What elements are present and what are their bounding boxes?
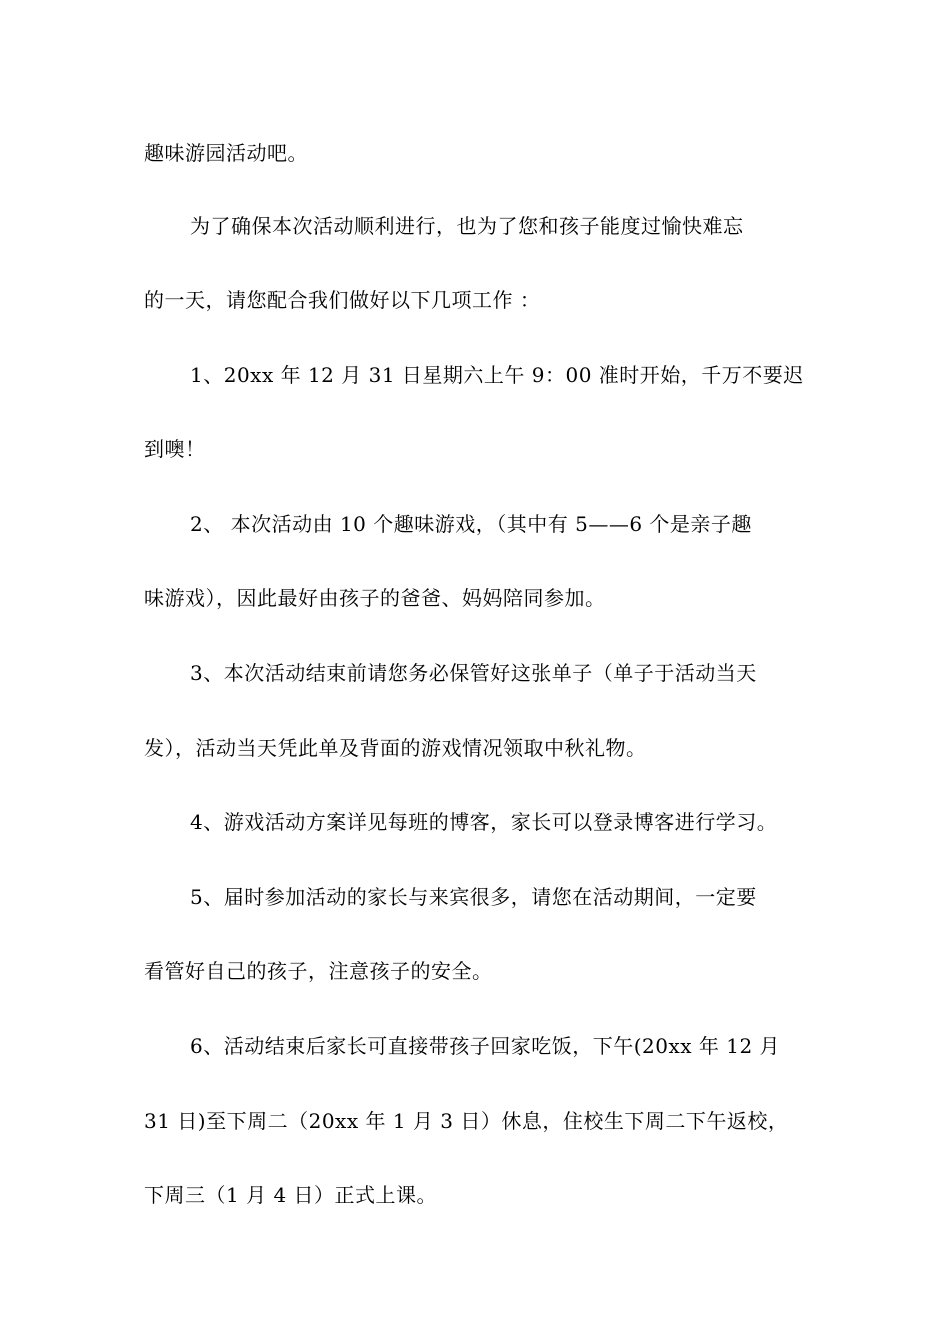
list-item-6: 6、活动结束后家长可直接带孩子回家吃饭，下午(20xx 年 12 月 (190, 1034, 781, 1058)
text-line: 下周三（1 月 4 日）正式上课。 (144, 1183, 438, 1207)
text-line: 到噢！ (144, 437, 206, 461)
text-line: 趣味游园活动吧。 (144, 141, 308, 165)
text-line: 味游戏），因此最好由孩子的爸爸、妈妈陪同参加。 (144, 586, 606, 610)
text-line: 发），活动当天凭此单及背面的游戏情况领取中秋礼物。 (144, 736, 647, 760)
list-item-2: 2、 本次活动由 10 个趣味游戏，（其中有 5——6 个是亲子趣 (190, 512, 752, 536)
list-item-4: 4、游戏活动方案详见每班的博客，家长可以登录博客进行学习。 (190, 810, 778, 834)
paragraph-line: 为了确保本次活动顺利进行，也为了您和孩子能度过愉快难忘 (190, 214, 744, 238)
text-line: 看管好自己的孩子，注意孩子的安全。 (144, 959, 493, 983)
text-line: 的一天，请您配合我们做好以下几项工作 ： (144, 288, 541, 312)
list-item-5: 5、届时参加活动的家长与来宾很多，请您在活动期间，一定要 (190, 885, 757, 909)
list-item-1: 1、20xx 年 12 月 31 日星期六上午 9：00 准时开始，千万不要迟 (190, 363, 804, 387)
list-item-3: 3、本次活动结束前请您务必保管好这张单子（单子于活动当天 (190, 661, 757, 685)
text-line: 31 日)至下周二（20xx 年 1 月 3 日）休息，住校生下周二下午返校， (144, 1109, 789, 1133)
